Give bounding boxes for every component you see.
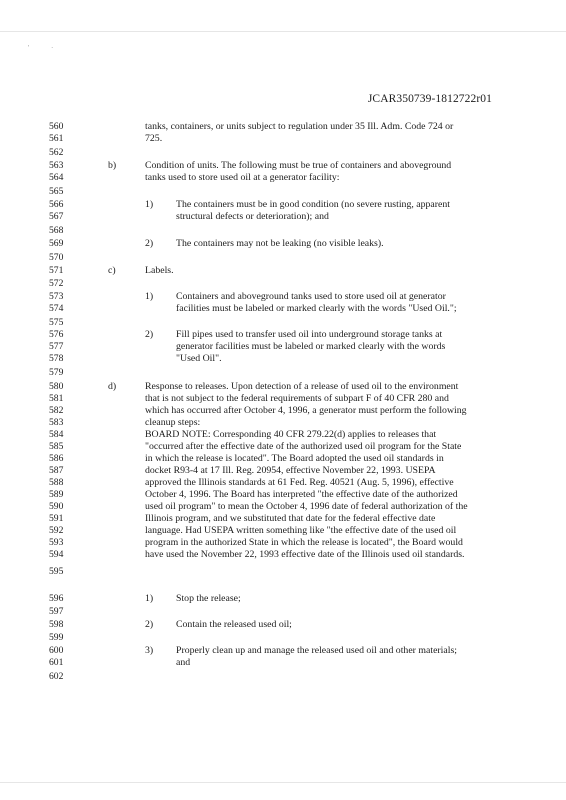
board-note-line: October 4, 1996. The Board has interpreted "the effective date of the authorized	[145, 489, 458, 500]
line-number: 580	[49, 381, 64, 392]
line-number: 579	[49, 367, 64, 378]
line-number: 585	[49, 441, 64, 452]
scan-artifact: ' ·	[28, 44, 64, 52]
board-note-line: in which the release is located". The Board adopted the used oil standards in	[145, 453, 444, 464]
line-number: 582	[49, 405, 64, 416]
board-note-line: BOARD NOTE: Corresponding 40 CFR 279.22(d) applies to releases that	[145, 429, 437, 440]
text-line: cleanup steps:	[145, 417, 201, 428]
text-line: "Used Oil".	[176, 353, 222, 364]
line-number: 592	[49, 525, 64, 536]
line-number: 578	[49, 353, 64, 364]
line-number: 567	[49, 211, 64, 222]
board-note-line: language. Had USEPA written something like "the effective date of the used oil	[145, 525, 457, 536]
line-number: 568	[49, 225, 64, 236]
line-number: 571	[49, 265, 64, 276]
line-number: 574	[49, 303, 64, 314]
line-number: 565	[49, 186, 64, 197]
line-number: 583	[49, 417, 64, 428]
text-line: The containers must be in good condition (no severe rusting, apparent	[176, 199, 450, 210]
item-label-d1: 1)	[145, 593, 154, 604]
line-number: 593	[49, 537, 64, 548]
line-number: 562	[49, 147, 64, 158]
line-number: 602	[49, 671, 64, 682]
line-number: 566	[49, 199, 64, 210]
line-number: 600	[49, 645, 64, 656]
text-line: and	[176, 657, 191, 668]
board-note-line: used oil program" to mean the October 4, 1996 date of federal authorization of the	[145, 501, 468, 512]
subsection-label-d: d)	[108, 381, 117, 392]
line-number: 573	[49, 291, 64, 302]
item-label-b2: 2)	[145, 238, 154, 249]
item-label-c2: 2)	[145, 329, 154, 340]
text-line: The containers may not be leaking (no visible leaks).	[176, 238, 384, 249]
item-label-b1: 1)	[145, 199, 154, 210]
board-note-line: have used the November 22, 1993 effective date of the Illinois used oil standards.	[145, 549, 465, 560]
text-line: tanks used to store used oil at a generator facility:	[145, 172, 340, 183]
line-number: 590	[49, 501, 64, 512]
board-note-line: Illinois program, and we substituted that date for the federal effective date	[145, 513, 436, 524]
board-note-line: docket R93-4 at 17 Ill. Reg. 20954, effective November 22, 1993. USEPA	[145, 465, 436, 476]
subsection-label-c: c)	[108, 265, 116, 276]
line-number: 586	[49, 453, 64, 464]
text-line: Condition of units. The following must be true of containers and aboveground	[145, 160, 452, 171]
text-line: Fill pipes used to transfer used oil into underground storage tanks at	[176, 329, 443, 340]
board-note-line: "occurred after the effective date of the authorized used oil program for the State	[145, 441, 462, 452]
line-number: 576	[49, 329, 64, 340]
text-line: generator facilities must be labeled or marked clearly with the words	[176, 341, 446, 352]
text-line: tanks, containers, or units subject to regulation under 35 Ill. Adm. Code 724 or	[145, 121, 454, 132]
line-number: 564	[49, 172, 64, 183]
text-line: which has occurred after October 4, 1996, a generator must perform the following	[145, 405, 467, 416]
line-number: 594	[49, 549, 64, 560]
line-number: 560	[49, 121, 64, 132]
line-number: 598	[49, 619, 64, 630]
line-number: 588	[49, 477, 64, 488]
line-number: 577	[49, 341, 64, 352]
line-number: 589	[49, 489, 64, 500]
item-label-d3: 3)	[145, 645, 154, 656]
line-number: 596	[49, 593, 64, 604]
text-line: 725.	[145, 133, 163, 144]
line-number: 599	[49, 632, 64, 643]
subsection-label-b: b)	[108, 160, 117, 171]
line-number: 587	[49, 465, 64, 476]
text-line: Contain the released used oil;	[176, 619, 292, 630]
board-note-line: approved the Illinois standards at 61 Fed. Reg. 40521 (Aug. 5, 1996), effective	[145, 477, 454, 488]
line-number: 561	[49, 133, 64, 144]
item-label-d2: 2)	[145, 619, 154, 630]
text-line: Stop the release;	[176, 593, 241, 604]
document-id: JCAR350739-1812722r01	[367, 93, 492, 105]
line-number: 563	[49, 160, 64, 171]
board-note-line: program in the authorized State in which the release is located", the Board would	[145, 537, 463, 548]
line-number: 570	[49, 252, 64, 263]
line-number: 584	[49, 429, 64, 440]
page-top-edge	[0, 31, 566, 32]
line-number: 581	[49, 393, 64, 404]
line-number: 569	[49, 238, 64, 249]
line-number: 601	[49, 657, 64, 668]
page-bottom-edge	[0, 782, 566, 783]
line-number: 595	[49, 566, 64, 577]
text-line: Response to releases. Upon detection of a release of used oil to the environment	[145, 381, 459, 392]
text-line: facilities must be labeled or marked clearly with the words "Used Oil.";	[176, 303, 457, 314]
text-line: structural defects or deterioration); and	[176, 211, 329, 222]
text-line: Containers and aboveground tanks used to store used oil at generator	[176, 291, 446, 302]
line-number: 575	[49, 317, 64, 328]
text-line: that is not subject to the federal requirements of subpart F of 40 CFR 280 and	[145, 393, 449, 404]
line-number: 591	[49, 513, 64, 524]
text-line: Labels.	[145, 265, 174, 276]
text-line: Properly clean up and manage the released used oil and other materials;	[176, 645, 458, 656]
line-number: 572	[49, 278, 64, 289]
line-number: 597	[49, 606, 64, 617]
item-label-c1: 1)	[145, 291, 154, 302]
